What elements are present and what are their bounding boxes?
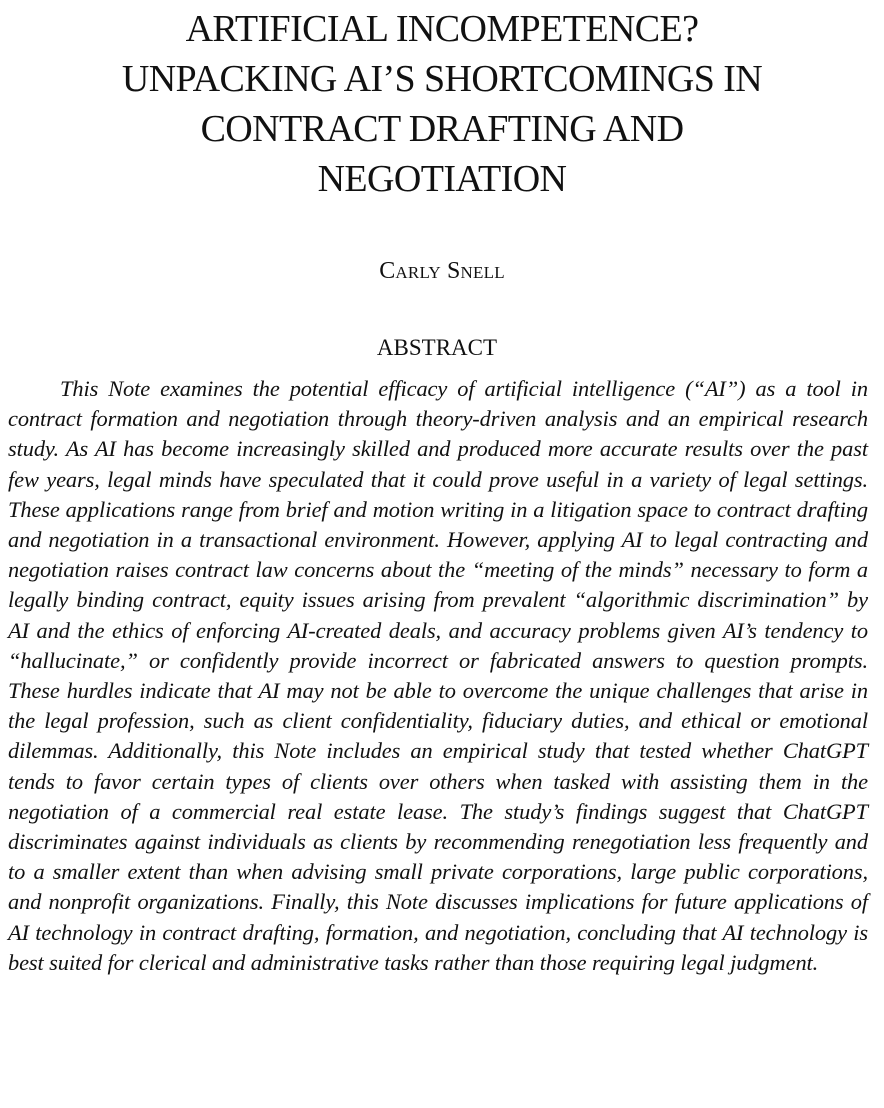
title-line: CONTRACT DRAFTING AND (200, 108, 684, 150)
title-line: NEGOTIATION (317, 158, 567, 200)
title-line: ARTIFICIAL INCOMPETENCE? (185, 8, 699, 50)
author-name: Carly Snell (379, 258, 505, 284)
article-title (0, 4, 884, 204)
abstract-heading: ABSTRACT (376, 335, 498, 360)
abstract-text: This Note examines the potential efficacy of artificial intelligence (“AI”) as a tool in contract formation and negotiation through theory-driven analysis and an empirical research study. As AI has become increasingly skilled and produced more accurate results over the past few years, legal minds have speculated that it could prove useful in a variety of legal settings. These applications range from brief and motion writing in a litigation space to contract drafting and negotiation in a transactional environment. However, applying AI to legal contracting and negotiation raises contract law concerns about the “meeting of the minds” necessary to form a legally binding contract, equity issues arising from prevalent “algorithmic discrimination” by AI and the ethics of enforcing AI-created deals, and accuracy problems given AI’s tendency to “hallucinate,” or confidently provide incorrect or fabricated answers to question prompts. These hurdles indicate that AI may not be able to overcome the unique challenges that arise in the legal profession, such as client confidentiality, fiduciary duties, and ethical or emotional dilemmas. Additionally, this Note includes an empirical study that tested whether ChatGPT tends to favor certain types of clients over others when tasked with assisting them in the negotiation of a commercial real estate lease. The study’s findings suggest that ChatGPT discriminates against individuals as clients by recommending renegotiation less frequently and to a smaller extent than when advising small private corporations, large public corporations, and nonprofit organizations. Finally, this Note discusses implications for future applications of AI technology in contract drafting, formation, and negotiation, concluding that AI technology is best suited for clerical and administrative tasks rather than those requiring legal judgment. (8, 376, 868, 975)
title-line: UNPACKING AI’S SHORTCOMINGS IN (121, 58, 763, 100)
